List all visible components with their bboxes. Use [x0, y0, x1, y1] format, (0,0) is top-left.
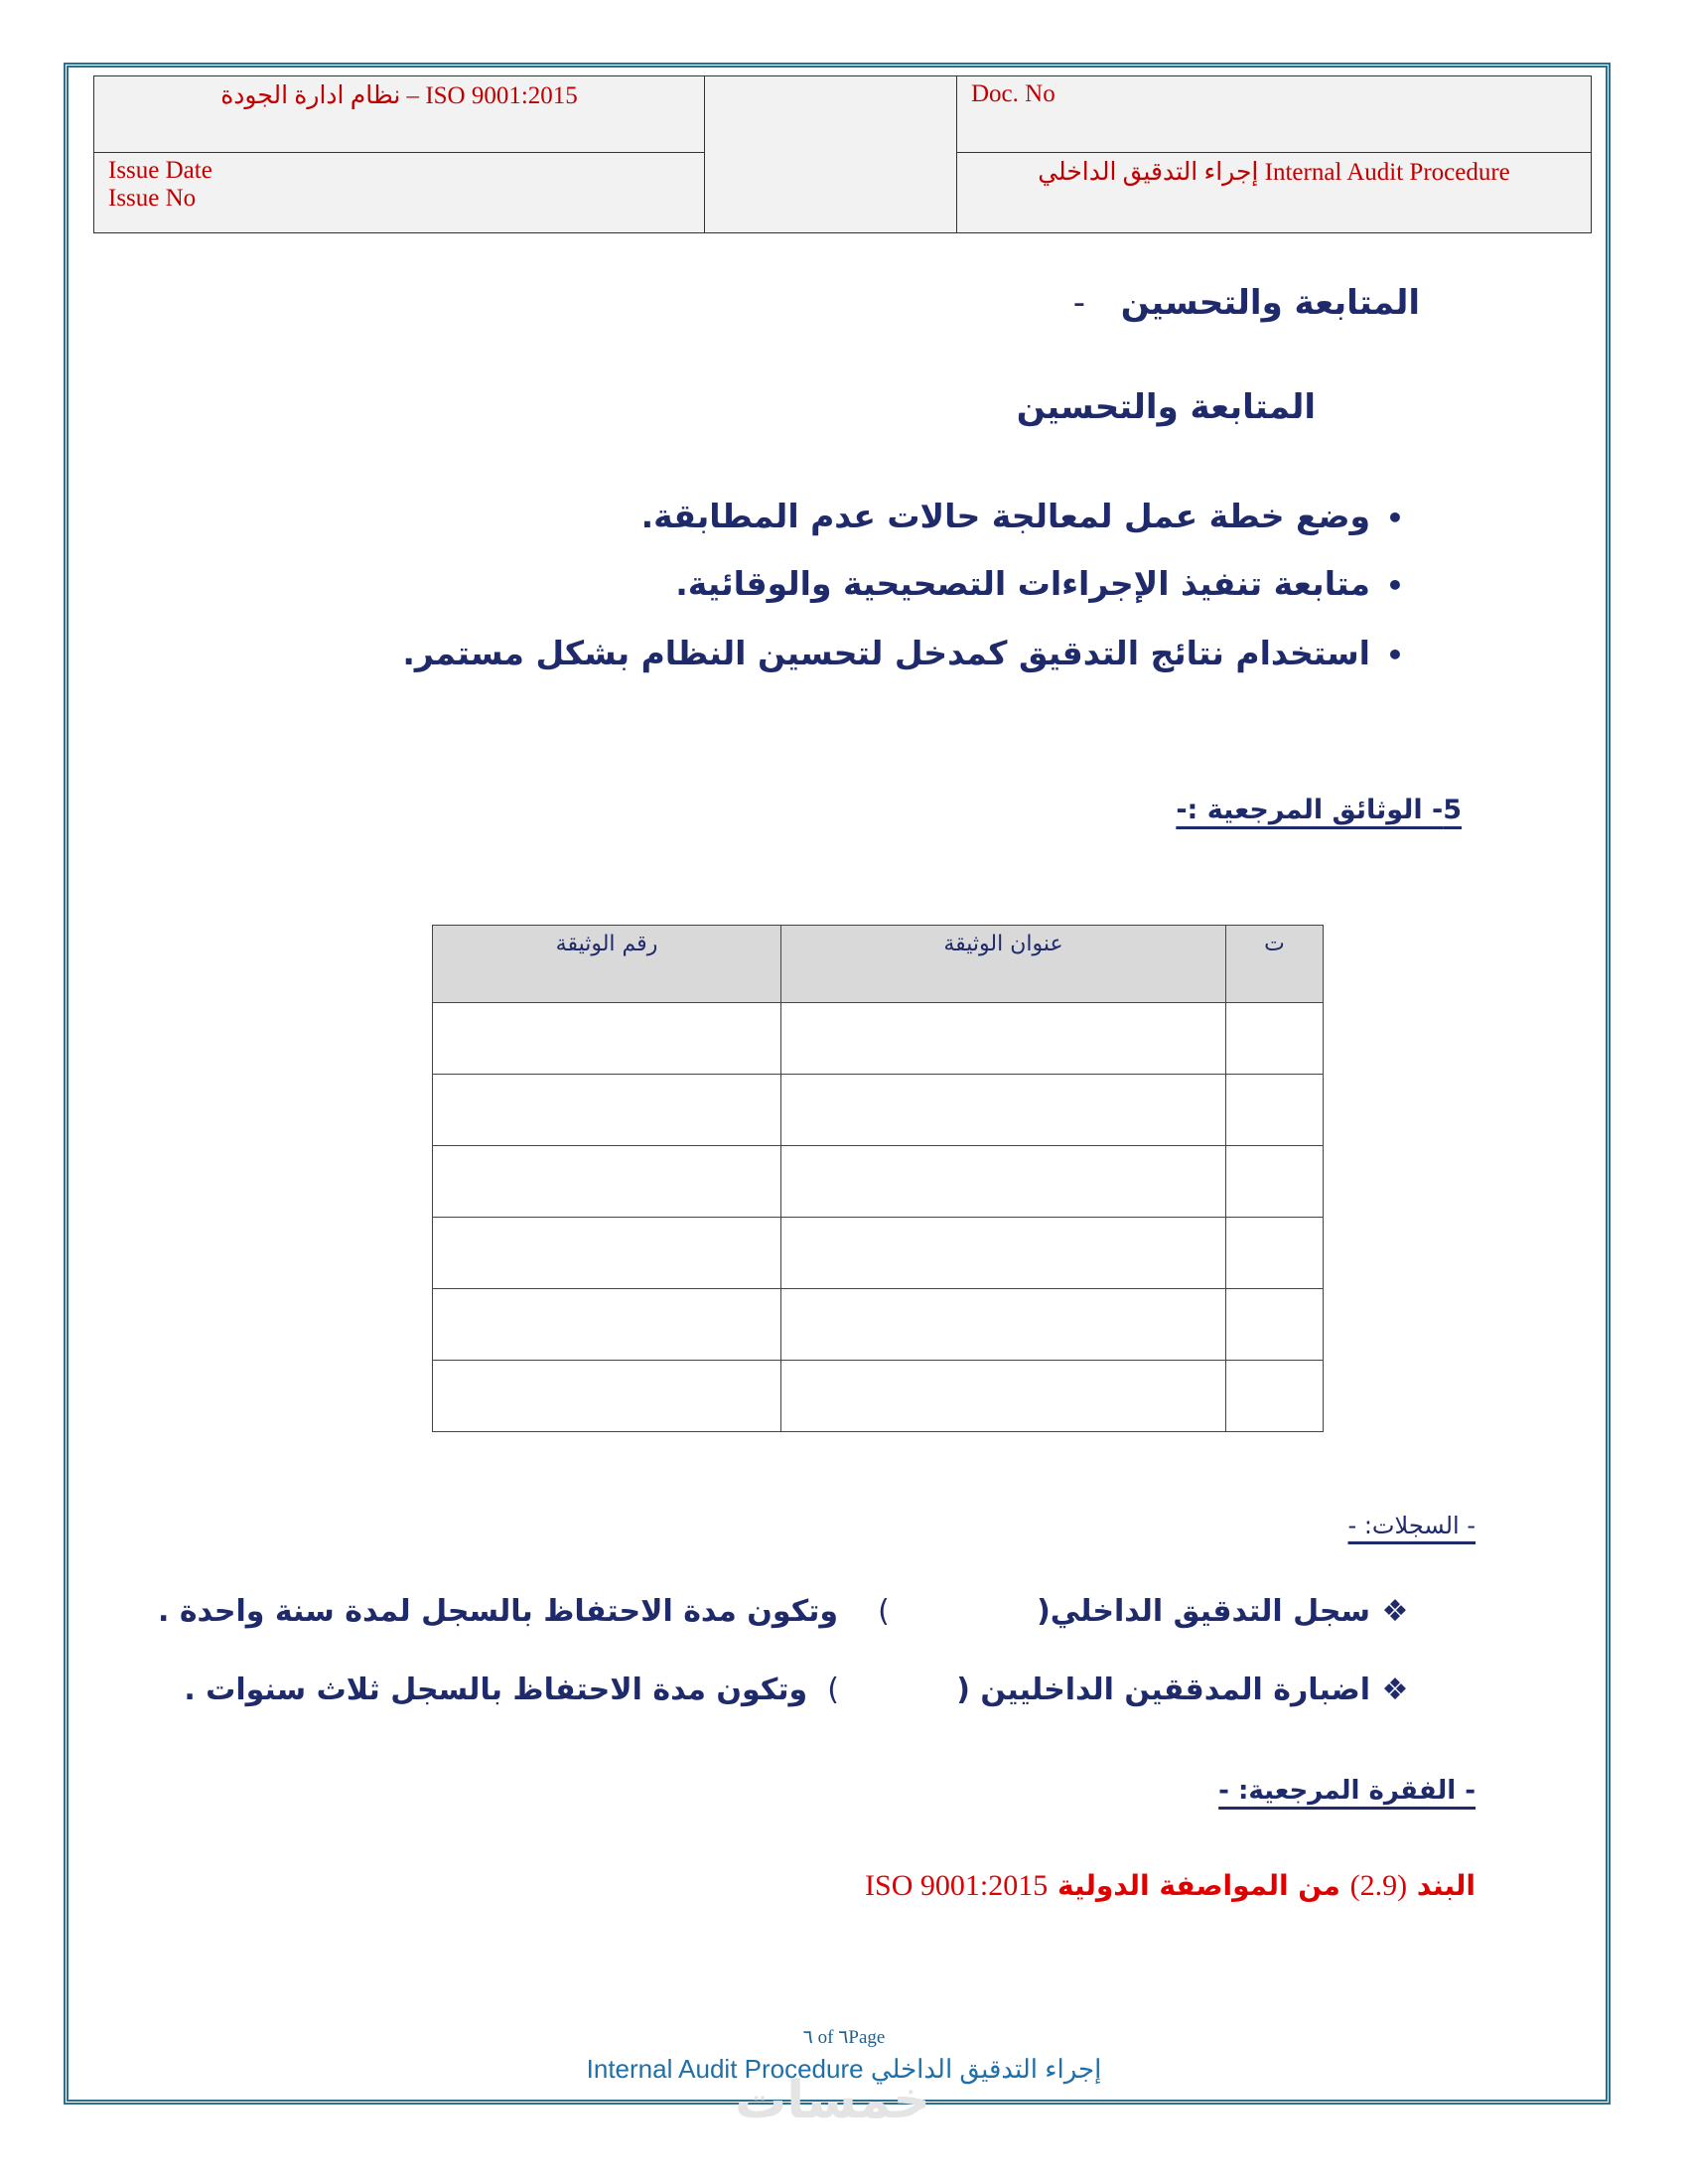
table-row: [433, 1146, 1324, 1218]
record-retention: وتكون مدة الاحتفاظ بالسجل ثلاث سنوات .: [184, 1673, 808, 1707]
table-cell: [433, 1075, 781, 1146]
diamond-bullet-icon: ❖: [1381, 1673, 1409, 1707]
issue-info: [94, 153, 705, 233]
bullet-text: متابعة تنفيذ الإجراءات التصحيحية والوقائية.: [675, 564, 1370, 603]
table-cell: [1226, 1146, 1324, 1218]
record-item: [184, 1673, 1420, 1707]
col-doc-title: عنوان الوثيقة: [781, 926, 1226, 1003]
table-cell: [433, 1218, 781, 1289]
document-header-table: [93, 75, 1592, 233]
table-cell: [433, 1003, 781, 1075]
table-cell: [1226, 1003, 1324, 1075]
record-code: ): [827, 1673, 839, 1707]
diamond-bullet-icon: ❖: [1381, 1594, 1409, 1629]
table-cell: [781, 1289, 1226, 1361]
bullet-text: وضع خطة عمل لمعالجة حالات عدم المطابقة.: [640, 497, 1370, 535]
table-row: [433, 1003, 1324, 1075]
table-row: [433, 1289, 1324, 1361]
clause-reference: [865, 1869, 1476, 1903]
bullet-item: •وضع خطة عمل لمعالجة حالات عدم المطابقة.: [640, 497, 1404, 535]
bullet-item: •متابعة تنفيذ الإجراءات التصحيحية والوقائية.: [675, 564, 1404, 603]
clause-middle: من المواصفة الدولية: [1056, 1869, 1340, 1902]
section-heading: [1050, 283, 1420, 323]
records-heading: - السجلات: -: [1347, 1512, 1476, 1539]
section-heading-text: المتابعة والتحسين: [1120, 283, 1420, 323]
table-cell: [781, 1003, 1226, 1075]
table-row: [433, 1361, 1324, 1432]
issue-date-label: Issue Date: [108, 157, 212, 184]
table-header-row: [433, 926, 1324, 1003]
clause-heading: - الفقرة المرجعية: -: [1218, 1776, 1476, 1806]
sub-heading: المتابعة والتحسين: [1016, 387, 1316, 427]
logo-cell: [705, 76, 957, 233]
table-cell: [1226, 1218, 1324, 1289]
table-cell: [781, 1218, 1226, 1289]
table-cell: [1226, 1361, 1324, 1432]
record-retention: وتكون مدة الاحتفاظ بالسجل لمدة سنة واحدة .: [157, 1594, 839, 1629]
references-heading: 5- الوثائق المرجعية :-: [1176, 795, 1462, 825]
footer-title: Internal Audit Procedure إجراء التدقيق الداخلي: [586, 2054, 1102, 2084]
references-table: [432, 925, 1324, 1432]
col-index: ت: [1226, 926, 1324, 1003]
table-cell: [1226, 1075, 1324, 1146]
issue-no-label: Issue No: [108, 185, 197, 212]
procedure-title: Internal Audit Procedure إجراء التدقيق الداخلي: [957, 153, 1592, 233]
col-doc-number: رقم الوثيقة: [433, 926, 781, 1003]
system-title: ISO 9001:2015 – نظام ادارة الجودة: [94, 76, 705, 153]
doc-no-label: Doc. No: [957, 76, 1592, 153]
page-number: ٦ of ٦Page: [802, 2027, 886, 2048]
table-cell: [781, 1075, 1226, 1146]
record-name: سجل التدقيق الداخلي(: [1037, 1594, 1370, 1629]
clause-standard: ISO 9001:2015: [865, 1869, 1049, 1902]
record-code: ): [878, 1594, 890, 1629]
table-cell: [433, 1289, 781, 1361]
table-cell: [433, 1361, 781, 1432]
section-heading-dash: -: [1072, 283, 1085, 323]
bullet-item: •استخدام نتائج التدقيق كمدخل لتحسين النظام بشكل مستمر.: [402, 634, 1404, 672]
record-item: [158, 1594, 1420, 1629]
table-row: [433, 1075, 1324, 1146]
table-cell: [1226, 1289, 1324, 1361]
bullet-text: استخدام نتائج التدقيق كمدخل لتحسين النظام بشكل مستمر.: [402, 634, 1370, 672]
watermark-logo: خمسات: [735, 2071, 931, 2130]
table-cell: [781, 1146, 1226, 1218]
table-row: [433, 1218, 1324, 1289]
clause-prefix: البند: [1416, 1869, 1476, 1902]
table-cell: [433, 1146, 781, 1218]
table-cell: [781, 1361, 1226, 1432]
clause-number: (2.9): [1349, 1869, 1408, 1902]
record-name: اضبارة المدققين الداخليين (: [956, 1673, 1370, 1707]
